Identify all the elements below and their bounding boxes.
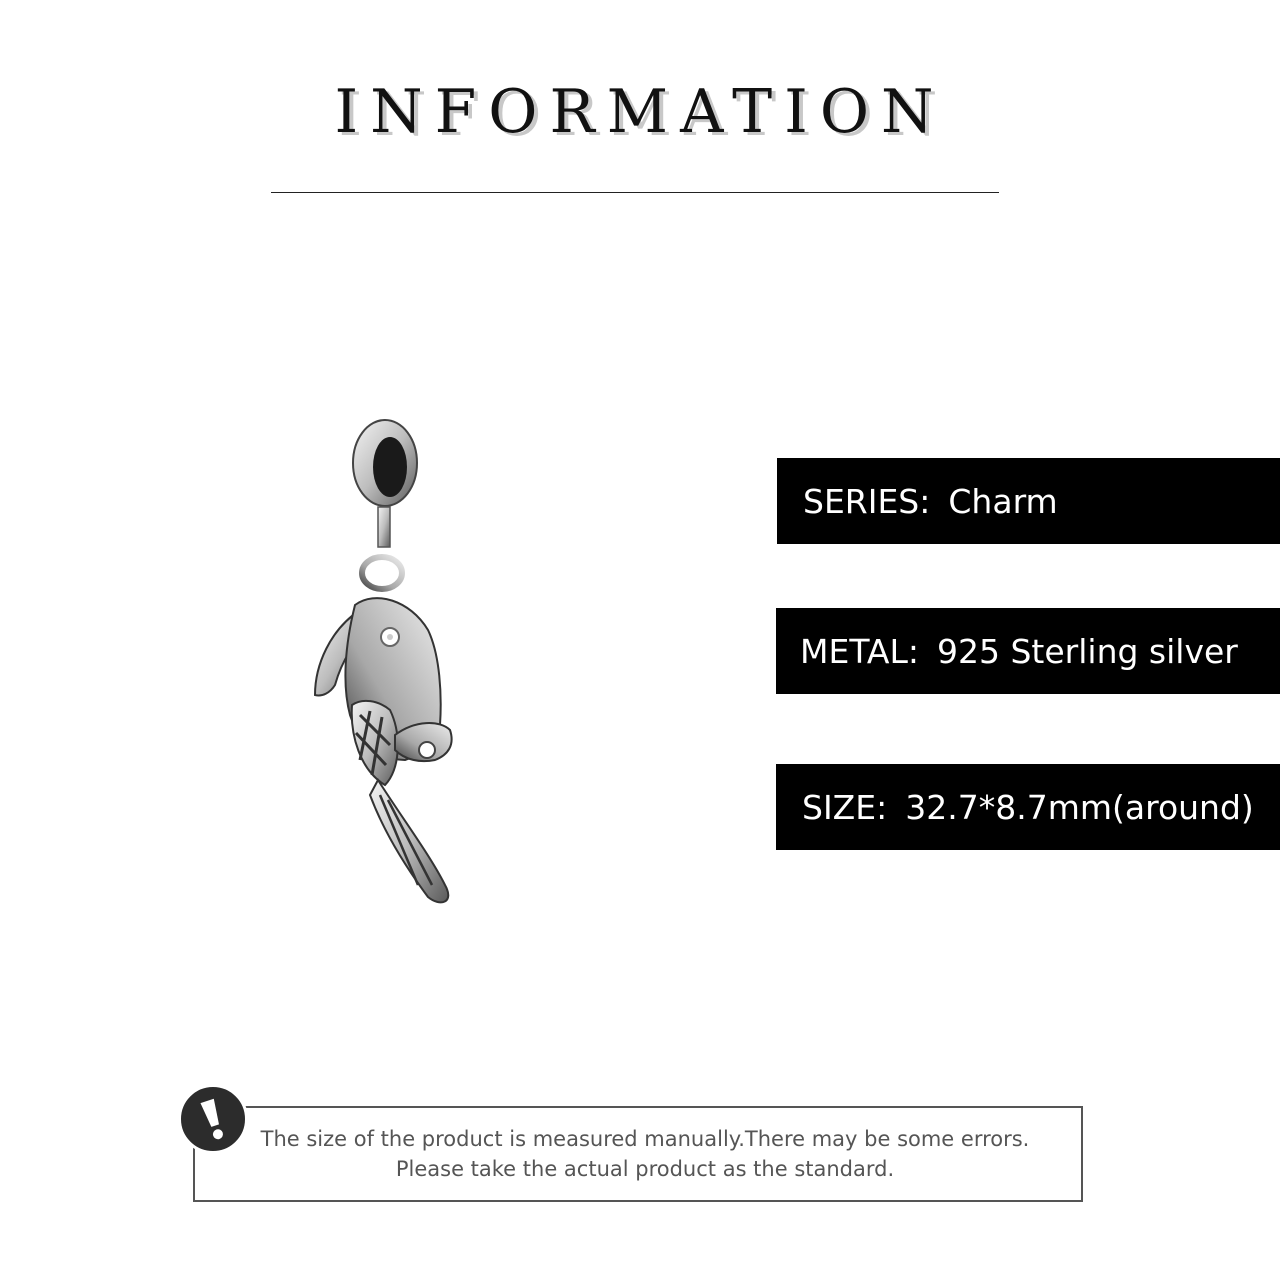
spec-size-value: 32.7*8.7mm(around)	[905, 787, 1254, 827]
spec-series-value: Charm	[948, 481, 1058, 521]
spec-size-label: SIZE:	[802, 787, 888, 827]
toucan-charm-icon	[290, 415, 480, 910]
page-title: INFORMATION	[334, 77, 946, 147]
product-image	[290, 415, 480, 910]
measurement-notice	[193, 1106, 1083, 1202]
spec-size-bar	[776, 764, 1280, 850]
spec-metal-label: METAL:	[800, 631, 919, 671]
spec-series-bar	[777, 458, 1280, 544]
spec-metal-value: 925 Sterling silver	[937, 631, 1238, 671]
spec-metal-bar	[776, 608, 1280, 694]
exclamation-icon	[178, 1084, 248, 1154]
title-divider	[271, 192, 999, 193]
notice-line-2: Please take the actual product as the standard.	[395, 1157, 895, 1181]
spec-series-label: SERIES:	[803, 481, 931, 521]
notice-line-1: The size of the product is measured manually.There may be some errors.	[260, 1127, 1030, 1151]
notice-text	[235, 1124, 1055, 1184]
